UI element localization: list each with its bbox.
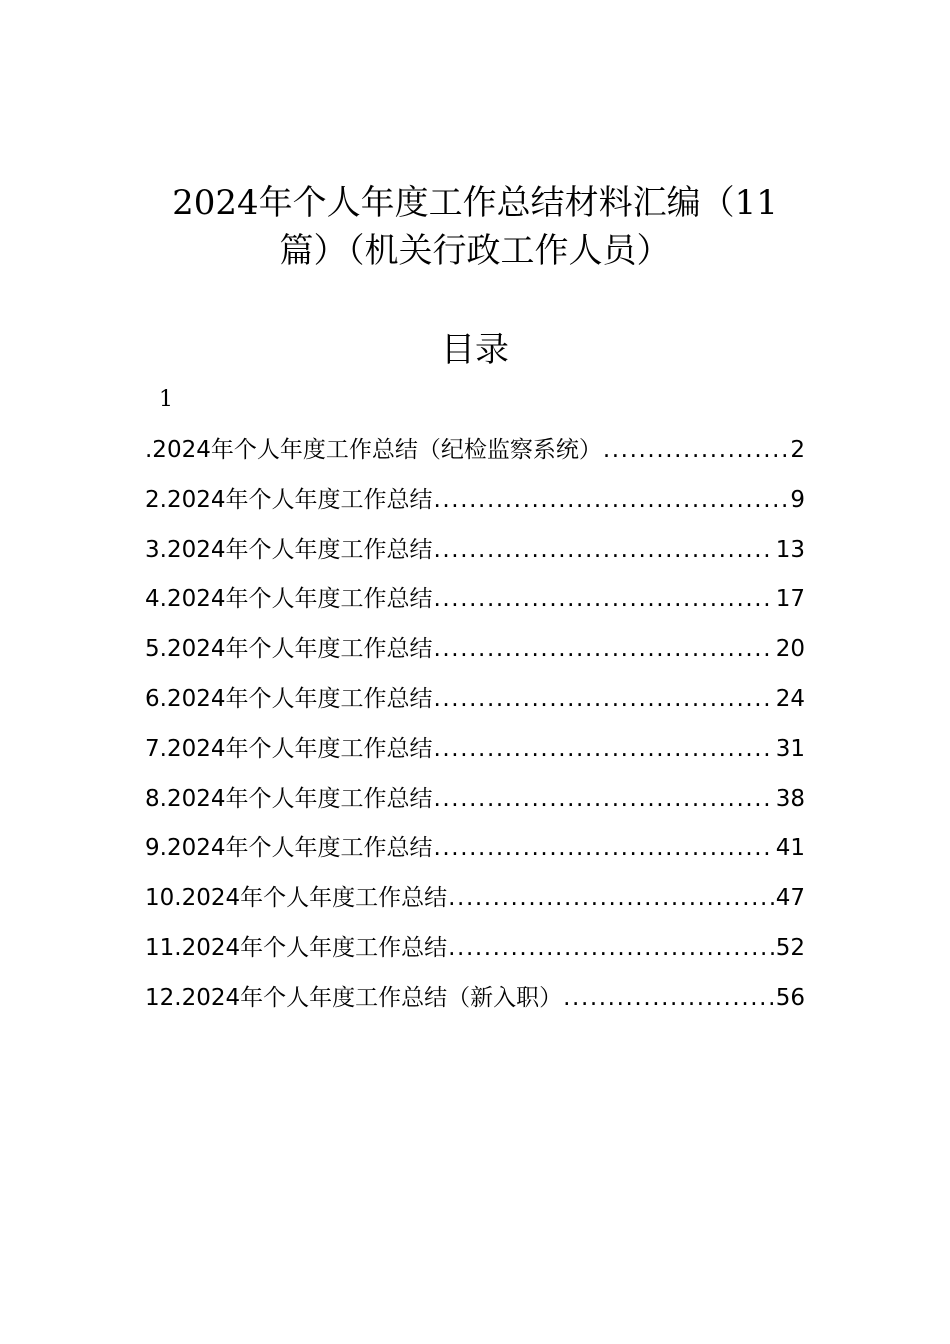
- toc-page-number: 13: [775, 536, 805, 563]
- toc-dot-leader: [433, 679, 773, 719]
- toc-entry-title: 4.2024年个人年度工作总结: [145, 586, 433, 613]
- toc-dot-leader: [433, 629, 773, 669]
- document-title-line-2: 篇）（机关行政工作人员）: [279, 231, 671, 271]
- toc-entry[interactable]: [145, 978, 805, 1028]
- toc-dot-leader: [433, 828, 773, 868]
- toc-dot-leader: [433, 779, 773, 819]
- toc-entry[interactable]: [145, 679, 805, 729]
- toc-stray-number: 1: [159, 387, 173, 412]
- toc-page-number: 17: [775, 586, 805, 613]
- toc-dot-leader: [448, 878, 774, 918]
- toc-entry-title: 9.2024年个人年度工作总结: [145, 835, 433, 862]
- toc-dot-leader: [603, 430, 789, 470]
- toc-page-number: 31: [775, 735, 805, 762]
- toc-entry-title: 3.2024年个人年度工作总结: [145, 536, 433, 563]
- document-title-line-1: [100, 178, 850, 228]
- toc-dot-leader: [433, 530, 773, 570]
- toc-page-number: 47: [775, 885, 805, 912]
- toc-page-number: 56: [775, 984, 805, 1011]
- toc-dot-leader: [433, 579, 773, 619]
- toc-dot-leader: [563, 978, 774, 1018]
- toc-entry-title: .2024年个人年度工作总结（纪检监察系统）: [145, 437, 602, 463]
- toc-page-number: 52: [775, 934, 805, 961]
- toc-entry[interactable]: [145, 430, 805, 480]
- toc-page-number: 24: [775, 685, 805, 712]
- toc-entry-title: 7.2024年个人年度工作总结: [145, 735, 433, 762]
- toc-entry[interactable]: [145, 729, 805, 779]
- toc-page-number: 2: [790, 437, 805, 463]
- toc-entry[interactable]: [145, 928, 805, 978]
- toc-entry[interactable]: [145, 579, 805, 629]
- toc-entry[interactable]: [145, 878, 805, 928]
- toc-page-number: 20: [775, 636, 805, 663]
- title-text: 年个人年度工作总结材料汇编（: [258, 183, 735, 223]
- toc-entry-title: 10.2024年个人年度工作总结: [145, 885, 448, 912]
- toc-entry-title: 5.2024年个人年度工作总结: [145, 636, 433, 663]
- toc-page-number: 41: [775, 835, 805, 862]
- toc-entry-title: 2.2024年个人年度工作总结: [145, 486, 433, 513]
- toc-entry[interactable]: [145, 779, 805, 829]
- toc-entry-title: 12.2024年个人年度工作总结（新入职）: [145, 984, 563, 1011]
- title-count: 11: [734, 183, 778, 223]
- toc-entry-title: 8.2024年个人年度工作总结: [145, 785, 433, 812]
- toc-dot-leader: [433, 729, 773, 769]
- toc-entry[interactable]: [145, 629, 805, 679]
- table-of-contents: [145, 430, 805, 1028]
- toc-entry[interactable]: [145, 480, 805, 530]
- toc-entry[interactable]: [145, 828, 805, 878]
- toc-dot-leader: [448, 928, 774, 968]
- toc-entry-title: 6.2024年个人年度工作总结: [145, 685, 433, 712]
- toc-entry-title: 11.2024年个人年度工作总结: [145, 934, 448, 961]
- toc-entry[interactable]: [145, 530, 805, 580]
- toc-page-number: 38: [775, 785, 805, 812]
- toc-page-number: 9: [790, 486, 805, 513]
- toc-heading: 目录: [441, 330, 509, 370]
- title-year: 2024: [172, 183, 259, 223]
- toc-dot-leader: [433, 480, 788, 520]
